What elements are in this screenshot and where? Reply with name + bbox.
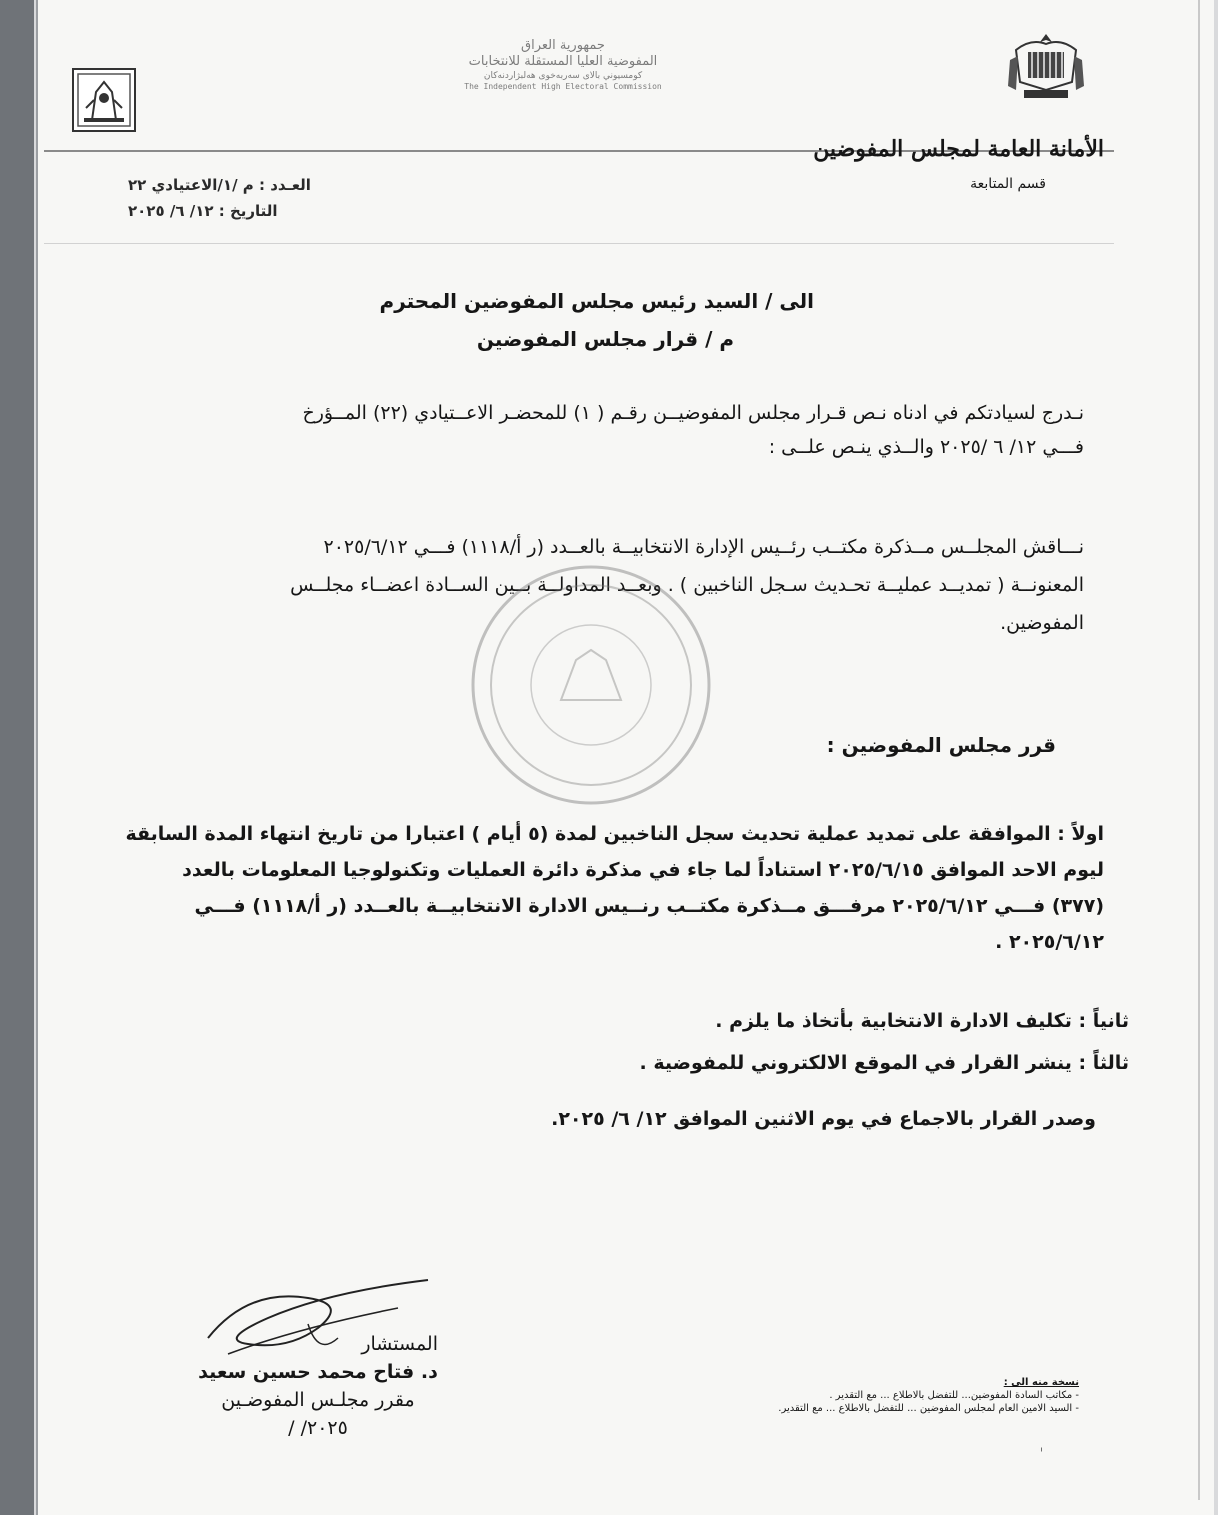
intro-paragraph: [144, 396, 1084, 464]
republic-name: جمهورية العراق: [521, 38, 605, 53]
commission-name-arabic: المفوضية العليا المستقلة للانتخابات: [468, 54, 658, 69]
commission-name-english: The Independent High Electoral Commission: [464, 82, 662, 91]
discussion-line: المفوضين.: [1000, 612, 1084, 634]
section-name: قسم المتابعة: [970, 176, 1046, 192]
signer-role: مقرر مجلـس المفوضـين: [221, 1389, 415, 1411]
copies-heading: نسخة منه الى :: [1003, 1377, 1079, 1388]
signature-date: ٢٠٢٥/ /: [288, 1417, 348, 1439]
intro-line: نـدرج لسيادتكم في ادناه نـص قـرار مجلس المفوضيــن رقـم ( ١) للمحضـر الاعــتيادي (٢٢) المــؤرخ: [302, 402, 1084, 424]
left-border-bar: [0, 0, 34, 1515]
issued-statement: وصدر القرار بالاجماع في يوم الاثنين الموافق ١٢/ ٦/ ٢٠٢٥.: [551, 1108, 1096, 1130]
signer-name: د. فتاح محمد حسين سعيد: [198, 1361, 438, 1383]
decision-first-line: ٢٠٢٥/٦/١٢ .: [995, 931, 1104, 953]
commission-stamp-icon: [466, 560, 716, 810]
decision-first-line: اولاً : الموافقة على تمديد عملية تحديث سجل الناخبين لمدة (٥ أيام ) اعتبارا من تاريخ انتهاء المدة السابقة: [125, 823, 1104, 845]
reference-number: العـدد : م /١/الاعتيادي ٢٢: [128, 176, 311, 194]
decision-heading: قرر مجلس المفوضين :: [826, 733, 1056, 757]
discussion-line: نـــاقش المجلــس مــذكرة مكتــب رئــيس الإدارة الانتخابيــة بالعــدد (ر أ/١١١٨) فـــي ٢٠٢٥/٦/١٢: [323, 536, 1084, 558]
signature-block: [188, 1330, 448, 1442]
iraq-emblem-icon: [1006, 30, 1086, 105]
commission-name-kurdish: كومسيوني بالاى سەربەخوى هەلبژاردنەكان: [483, 71, 643, 81]
copies-item: - مكاتب السادة المفوضين... للتفضل بالاطلاع ... مع التقدير .: [829, 1390, 1079, 1401]
department-title: الأمانة العامة لمجلس المفوضين: [813, 136, 1104, 162]
decision-first-line: (٣٧٧) فـــي ٢٠٢٥/٦/١٢ مرفـــق مــذكرة مكتــب رنــيس الادارة الانتخابيــة بالعــدد (ر أ/١١١٨) فـــي: [194, 895, 1104, 917]
intro-line: فـــي ١٢/ ٦ /٢٠٢٥ والــذي ينـص علــى :: [768, 436, 1084, 458]
decision-second: ثانياً : تكليف الادارة الانتخابية بأتخاذ ما يلزم .: [715, 1010, 1129, 1032]
copies-block: [659, 1376, 1079, 1415]
copies-item: - السيد الامين العام لمجلس المفوضين ... للتفضل بالاطلاع ... مع التقدير.: [778, 1403, 1079, 1414]
discussion-line: المعنونــة ( تمديــد عمليــة تحـديث سـجل الناخبين ) . وبعــد المداولــة بــين الســادة اعضــاء مجلــس: [290, 574, 1084, 596]
decision-first: [104, 816, 1104, 960]
decision-first-line: ليوم الاحد الموافق ٢٠٢٥/٦/١٥ استناداً لما جاء في مذكرة دائرة العمليات وتكنولوجيا المعلومات بالعدد: [182, 859, 1104, 881]
page-right-edge: [1198, 0, 1200, 1500]
reference-date: التاريخ : ١٢/ ٦/ ٢٠٢٥: [128, 202, 278, 220]
reference-divider: [44, 243, 1114, 244]
subject-line: م / قرار مجلس المفوضين: [476, 327, 734, 351]
document-page: [36, 0, 1214, 1515]
signer-title: المستشار: [361, 1333, 438, 1355]
addressee-line: الى / السيد رئيس مجلس المفوضين المحترم: [379, 289, 814, 313]
commission-header: [418, 38, 708, 92]
ihec-logo-icon: [72, 68, 136, 132]
decision-third: ثالثاً : ينشر القرار في الموقع الالكتروني للمفوضية .: [639, 1052, 1129, 1074]
